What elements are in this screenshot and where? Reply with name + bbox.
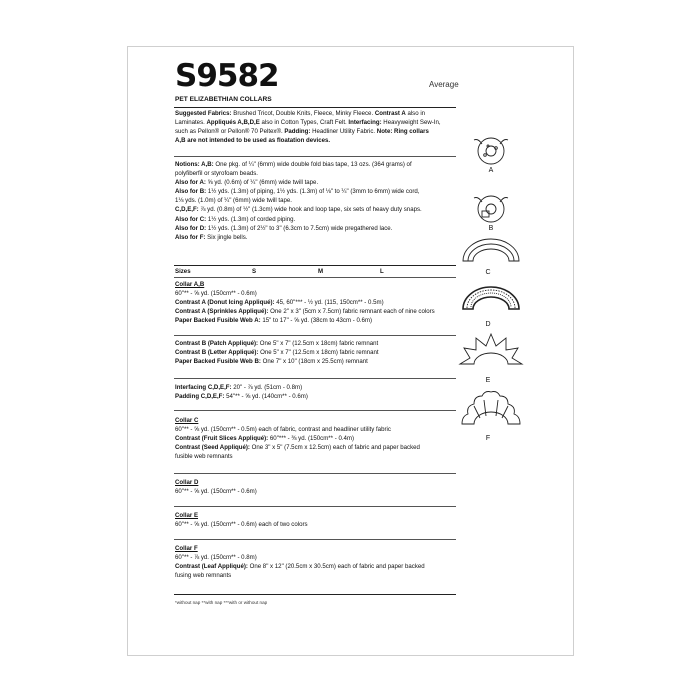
fabrics-rule — [174, 156, 456, 157]
section-heading: Collar A,B — [175, 281, 205, 288]
item-text: 45, 60"*** - ½ yd. (115, 150cm** - 0.5m) — [274, 299, 384, 307]
group-rule — [174, 378, 456, 379]
item-label: Padding C,D,E,F: — [175, 393, 225, 401]
text-line — [175, 118, 460, 127]
text-line — [175, 187, 460, 196]
item-text: One 5" x 7" (12.5cm x 18cm) fabric remnant — [258, 340, 379, 347]
text-line — [175, 478, 460, 487]
group-rule — [174, 506, 456, 507]
title-rule — [174, 107, 456, 108]
text-line — [175, 178, 460, 187]
text-line — [175, 280, 460, 289]
yardage-group — [175, 544, 460, 580]
collar-d-illustration — [463, 287, 519, 309]
item-text: One 2" x 3" (5cm x 7.5cm) fabric remnant each of nine colors — [268, 308, 435, 316]
text-line — [175, 452, 460, 461]
item-label: Contrast B (Patch Appliqué): — [175, 340, 259, 347]
fabrics-section — [175, 109, 460, 145]
section-heading: Collar F — [175, 545, 198, 552]
text-line — [175, 511, 460, 520]
item-label: Also for B: — [175, 188, 207, 196]
item-text: 1½ yds. (1.3m) of piping, 1½ yds. (1.3m) of ⅛" to ¼" (3mm to 6mm) wide cord, — [206, 188, 420, 196]
item-text: Laminates. — [175, 119, 207, 127]
item-label: Padding: — [284, 128, 311, 136]
group-rule — [174, 473, 456, 474]
yardage-group — [175, 511, 460, 529]
item-text: fusible web remnants — [175, 453, 233, 461]
item-text: 54"** - ⅝ yd. (140cm** - 0.6m) — [224, 393, 308, 401]
text-line — [175, 298, 460, 307]
figure-label-f: F — [485, 435, 491, 442]
text-line — [175, 339, 460, 348]
text-line — [175, 109, 460, 118]
yardage-group — [175, 416, 460, 461]
text-line — [175, 434, 460, 443]
item-text: One 5" x 7" (12.5cm x 18cm) fabric remnant — [258, 349, 379, 357]
item-label: Contrast (Leaf Appliqué): — [175, 563, 248, 571]
item-text: One 8" x 12" (20.5cm x 30.5cm) each of fabric and paper backed — [247, 563, 425, 571]
item-label: Paper Backed Fusible Web A: — [175, 317, 261, 325]
item-text: 1½ yds. (1.3m) of corded piping. — [206, 215, 296, 223]
pattern-title: PET ELIZABETHIAN COLLARS — [175, 96, 272, 103]
collar-e-illustration — [460, 334, 522, 364]
item-label: Contrast A — [374, 110, 406, 117]
text-line — [175, 169, 460, 178]
item-text: 20" - ⅞ yd. (51cm - 0.8m) — [231, 384, 303, 391]
size-m: M — [318, 268, 324, 275]
sizes-bottom-rule — [174, 277, 456, 278]
item-label: Notions: A,B: — [175, 161, 214, 168]
item-text: Six jingle bells. — [205, 233, 248, 241]
text-line — [175, 127, 460, 136]
text-line — [175, 392, 460, 401]
text-line — [175, 196, 460, 205]
item-text: 60"** - ⅝ yd. (150cm** - 0.6m) each of two colors — [175, 521, 308, 529]
footnote: *without nap **with nap ***with or without nap — [175, 600, 268, 605]
yardage-group — [175, 339, 460, 366]
item-text: 1½ yds. (1.3m) of 2½" to 3" (6.3cm to 7.5cm) wide pregathered lace. — [206, 224, 393, 232]
yardage-group — [175, 478, 460, 496]
item-label: Contrast A (Sprinkles Appliqué): — [175, 308, 269, 316]
item-label: Appliqués A,B,D,E — [206, 119, 260, 127]
size-range: Average — [429, 80, 459, 89]
text-line — [175, 383, 460, 392]
text-line — [175, 416, 460, 425]
item-text: 60"*** - ⅜ yd. (150cm** - 0.4m) — [268, 435, 355, 443]
item-text: ⅝ yd. (0.6m) of ¼" (6mm) wide twill tape. — [205, 179, 319, 187]
text-line — [175, 136, 460, 145]
item-label: Also for D: — [175, 224, 207, 232]
figure-label-e: E — [485, 377, 491, 384]
figure-label-d: D — [485, 321, 491, 328]
item-text: Headliner Utility Fabric. — [310, 128, 377, 136]
text-line — [175, 571, 460, 580]
collar-c-illustration — [463, 239, 519, 261]
footer-rule — [174, 594, 456, 595]
text-line — [175, 357, 460, 366]
item-label: Contrast (Seed Appliqué): — [175, 444, 250, 452]
item-label: A,B are not intended to be used as floatation devices. — [175, 137, 331, 145]
item-label: C,D,E,F: — [175, 206, 199, 214]
yardage-group — [175, 383, 460, 401]
sizes-top-rule — [174, 265, 456, 266]
item-text: also in — [405, 110, 426, 117]
text-line — [175, 487, 460, 496]
text-line — [175, 205, 460, 214]
text-line — [175, 520, 460, 529]
item-label: Contrast (Fruit Slices Appliqué): — [175, 435, 269, 443]
figure-label-a: A — [488, 167, 494, 174]
yardage-group — [175, 280, 460, 325]
text-line — [175, 562, 460, 571]
item-text: also in Cotton Types, Craft Felt. — [259, 119, 349, 127]
size-l: L — [380, 268, 384, 275]
sizes-label: Sizes — [175, 268, 191, 275]
item-label: Suggested Fabrics: — [175, 110, 232, 117]
notions-section — [175, 160, 460, 242]
item-label: Interfacing: — [348, 119, 382, 127]
item-label: Contrast A (Donut Icing Appliqué): — [175, 299, 275, 307]
item-text: 60"** - ⅝ yd. (150cm** - 0.5m) each of fabric, contrast and headliner utility fabric — [175, 426, 391, 434]
item-text: 60"** - ⅞ yd. (150cm** - 0.8m) — [175, 554, 257, 562]
item-label: Contrast B (Letter Appliqué): — [175, 349, 259, 357]
item-text: Brushed Tricot, Double Knits, Fleece, Minky Fleece. — [231, 110, 375, 117]
text-line — [175, 443, 460, 452]
item-text: One pkg. of ¼" (6mm) wide double fold bias tape, 13 ozs. (364 grams) of — [213, 161, 412, 168]
text-line — [175, 307, 460, 316]
section-heading: Collar E — [175, 512, 199, 519]
section-heading: Collar C — [175, 417, 199, 424]
text-line — [175, 544, 460, 553]
item-text: such as Pellon® or Pellon® 70 Peltex®. — [175, 128, 285, 136]
item-label: Interfacing C,D,E,F: — [175, 384, 232, 391]
group-rule — [174, 410, 456, 411]
item-text: 15" to 17" - ⅝ yd. (38cm to 43cm - 0.6m) — [260, 317, 373, 325]
collar-f-illustration — [462, 392, 520, 425]
item-text: polyfiberfil or styrofoam beads. — [175, 170, 258, 178]
item-text: fusing web remnants — [175, 572, 232, 580]
item-text: One 7" x 10" (18cm x 25.5cm) remnant — [260, 358, 368, 366]
item-text: Heavyweight Sew-In, — [381, 119, 441, 127]
collar-b-illustration — [474, 196, 508, 222]
collar-illustrations — [458, 136, 528, 456]
text-line — [175, 553, 460, 562]
text-line — [175, 233, 460, 242]
pattern-number: S9582 — [175, 58, 279, 94]
item-text: 60"** - ⅝ yd. (150cm** - 0.6m) — [175, 488, 257, 496]
group-rule — [174, 335, 456, 336]
item-text: 60"** - ⅝ yd. (150cm** - 0.6m) — [175, 290, 257, 298]
item-text: 1⅛ yds. (1.0m) of ¼" (6mm) wide twill tape. — [175, 197, 292, 205]
figure-label-c: C — [485, 269, 491, 276]
text-line — [175, 289, 460, 298]
item-label: Paper Backed Fusible Web B: — [175, 358, 261, 366]
item-text: ⅞ yd. (0.8m) of ½" (1.3cm) wide hook and loop tape, six sets of heavy duty snaps. — [198, 206, 422, 214]
text-line — [175, 316, 460, 325]
collar-a-illustration — [474, 138, 508, 164]
text-line — [175, 215, 460, 224]
item-label: Note: Ring collars — [376, 128, 429, 136]
item-label: Also for A: — [175, 179, 206, 187]
size-s: S — [252, 268, 257, 275]
figure-label-b: B — [488, 225, 494, 232]
text-line — [175, 160, 460, 169]
item-text: One 3" x 5" (7.5cm x 12.5cm) each of fabric and paper backed — [249, 444, 420, 452]
text-line — [175, 348, 460, 357]
item-label: Also for C: — [175, 215, 207, 223]
text-line — [175, 224, 460, 233]
group-rule — [174, 539, 456, 540]
item-label: Also for F: — [175, 233, 206, 241]
section-heading: Collar D — [175, 479, 199, 486]
text-line — [175, 425, 460, 434]
